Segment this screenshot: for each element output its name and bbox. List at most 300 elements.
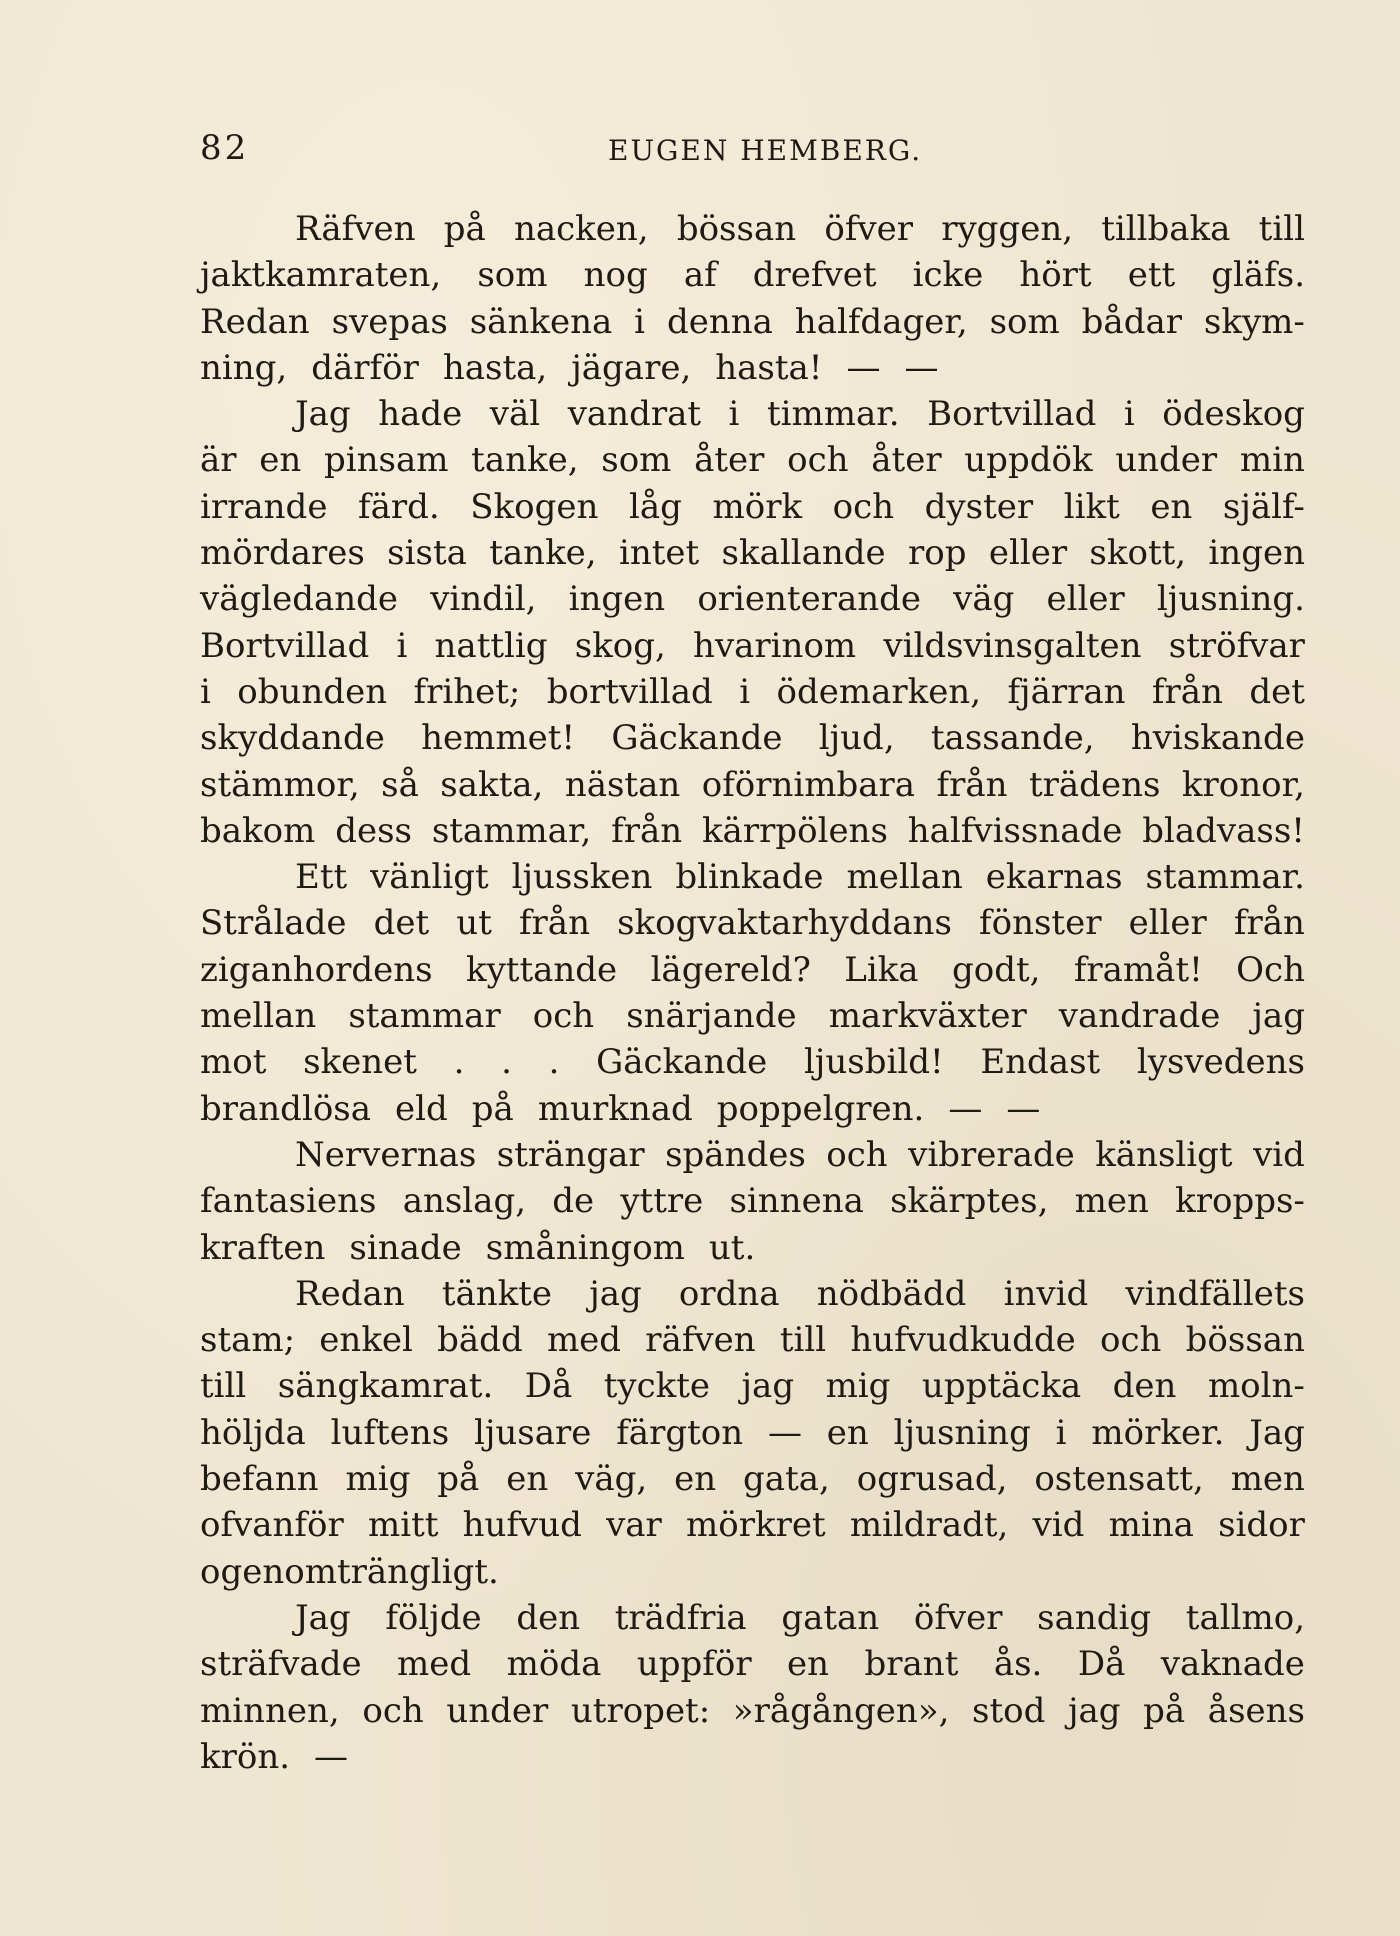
word: skyddande [200, 718, 385, 759]
word: en [506, 1459, 549, 1500]
word: utropet: [570, 1690, 711, 1731]
word: irrande [200, 486, 328, 527]
word: skärptes, [890, 1181, 1049, 1222]
word: stammar, [431, 810, 592, 851]
word: gläfs. [1211, 255, 1305, 296]
word: jag [1252, 996, 1305, 1037]
word: pinsam [323, 440, 449, 481]
word: luftens [330, 1412, 450, 1453]
word: ingen [1208, 533, 1305, 574]
word: sakta, [440, 764, 544, 805]
text-line [200, 1039, 1305, 1085]
word: poppelgren. [716, 1088, 925, 1129]
word: Jag [1249, 1412, 1305, 1453]
word: sinnena [729, 1181, 864, 1222]
word: Skogen [470, 486, 599, 527]
text-line [200, 1549, 1305, 1595]
text-line [200, 1271, 1305, 1317]
word: en [787, 1644, 830, 1685]
word: mellan [846, 857, 963, 898]
word: Jag [295, 1597, 351, 1638]
word: räfven [645, 1320, 756, 1361]
word: det [373, 903, 430, 944]
word: i [728, 394, 740, 435]
word: invid [1003, 1273, 1089, 1314]
text-line [200, 391, 1305, 437]
word: ljusbild! [803, 1042, 944, 1083]
word: öfver [824, 209, 913, 249]
word: under [446, 1690, 549, 1731]
word: brandlösa [200, 1088, 372, 1129]
word: som [989, 301, 1060, 342]
text-line [200, 1410, 1305, 1456]
word: nödbädd [816, 1273, 967, 1314]
word: tallmo, [1185, 1597, 1305, 1638]
word: bådar [1081, 301, 1182, 342]
word: höljda [200, 1412, 306, 1453]
word: frihet; [413, 671, 521, 712]
word: nog [583, 255, 648, 296]
word: stammar. [1145, 857, 1305, 898]
text-line [200, 947, 1305, 993]
word: nästan [564, 764, 681, 805]
word: mitt [367, 1505, 439, 1546]
word: snärjande [626, 996, 797, 1037]
word: lägereld? [650, 949, 811, 990]
word: markväxter [828, 996, 1027, 1037]
word: vid [1253, 1134, 1305, 1175]
word: trädfria [614, 1597, 747, 1638]
word: bladvass! [1142, 810, 1305, 851]
word: ströfvar [1168, 625, 1305, 666]
word: på [471, 1088, 514, 1129]
word: jaktkamraten, [200, 255, 442, 296]
word: upptäcka [921, 1366, 1082, 1407]
word: stämmor, [200, 764, 360, 805]
word: småningom [485, 1227, 685, 1268]
word: spändes [665, 1134, 806, 1175]
word: ödeskog [1162, 394, 1305, 435]
word: icke [912, 255, 984, 296]
word: den [516, 1597, 581, 1638]
word: på [437, 1459, 480, 1500]
word: åter [871, 440, 942, 481]
word: åsens [1207, 1690, 1305, 1731]
word: drefvet [752, 255, 877, 296]
word: svepas [331, 301, 448, 342]
word: uppdök [964, 440, 1093, 481]
word: murknad [537, 1088, 693, 1129]
word: med [546, 1320, 622, 1361]
word: känsligt [1095, 1134, 1233, 1175]
word: godt, [951, 949, 1041, 990]
text-line [200, 484, 1305, 530]
word: mig [825, 1366, 891, 1407]
text-line [200, 1132, 1305, 1178]
text-line [200, 576, 1305, 622]
word: ingen [568, 579, 666, 620]
word: stammar [348, 996, 501, 1037]
word: en [674, 1459, 717, 1500]
word: enkel [319, 1320, 413, 1361]
word: uppför [636, 1644, 752, 1685]
word: »rågången», [732, 1690, 950, 1731]
word: och [826, 1134, 888, 1175]
word: hvarinom [693, 625, 857, 666]
text-line [200, 299, 1305, 345]
word: obunden [237, 671, 388, 712]
word: kropps- [1175, 1181, 1305, 1222]
word: öfver [913, 1597, 1003, 1638]
word: vindil, [430, 579, 537, 620]
word: tanke, [471, 440, 579, 481]
word: min [1239, 440, 1305, 481]
word: Gäckande [611, 718, 783, 759]
word: ogrusad, [856, 1459, 1008, 1500]
word: i [1055, 1412, 1067, 1453]
text-line [200, 1456, 1305, 1502]
word: väg, [575, 1459, 648, 1500]
text-line [200, 206, 1305, 252]
word: Och [1236, 949, 1305, 990]
word: möda [506, 1644, 602, 1685]
word: ogenomträngligt. [200, 1551, 499, 1592]
word: — [767, 1412, 802, 1453]
word: skog, [574, 625, 666, 666]
word: skym- [1203, 301, 1305, 342]
word: på [1143, 1690, 1186, 1731]
word: vägledande [200, 579, 399, 620]
word: är [200, 440, 237, 481]
page-header [200, 128, 1305, 172]
text-line [200, 854, 1305, 900]
word: fjärran [1007, 671, 1126, 712]
word: stod [972, 1690, 1046, 1731]
text-line [200, 715, 1305, 761]
word: minnen, [200, 1690, 340, 1731]
word: och [787, 440, 849, 481]
word: eld [395, 1088, 448, 1129]
word: vandrat [567, 394, 702, 435]
word: ziganhordens [200, 949, 433, 990]
word: och [362, 1690, 424, 1731]
word: hufvud [462, 1505, 582, 1546]
word: jag [589, 1273, 642, 1314]
word: vandrade [1058, 996, 1221, 1037]
word: det [1249, 671, 1305, 712]
word: i [634, 301, 646, 342]
word: hasta! [715, 347, 823, 388]
word: därför [311, 347, 419, 388]
word: från [611, 810, 683, 851]
word: sträfvade [200, 1644, 362, 1685]
word: kärrpölens [701, 810, 888, 851]
text-line [200, 993, 1305, 1039]
word: hviskande [1130, 718, 1305, 759]
word: en [826, 1412, 869, 1453]
word: till [200, 1366, 247, 1407]
word: i [739, 671, 751, 712]
text-line [200, 808, 1305, 854]
word: men [1074, 1181, 1149, 1222]
word: halfvissnade [907, 810, 1123, 851]
word: jag [1067, 1690, 1121, 1731]
word: blinkade [675, 857, 824, 898]
word: tänkte [441, 1273, 553, 1314]
word: var [606, 1505, 662, 1546]
word: från [1151, 671, 1223, 712]
word: halfdager, [794, 301, 968, 342]
word: — [904, 347, 939, 388]
word: dess [335, 810, 412, 851]
text-line [200, 1225, 1305, 1271]
word: tanke, [489, 533, 597, 574]
word: — [948, 1088, 983, 1129]
word: den [1112, 1366, 1177, 1407]
word: ljusning. [1156, 579, 1305, 620]
text-line [200, 1688, 1305, 1734]
word: . [501, 1042, 512, 1083]
text-line [200, 252, 1305, 298]
word: skott, [1089, 533, 1187, 574]
text-line [200, 530, 1305, 576]
word: ofvanför [200, 1505, 344, 1546]
word: stam; [200, 1320, 296, 1361]
word: ostensatt, [1034, 1459, 1204, 1500]
word: ljussken [511, 857, 653, 898]
word: tillbaka [1101, 209, 1231, 249]
word: själf- [1222, 486, 1305, 527]
word: kraften [200, 1227, 326, 1268]
word: sidor [1218, 1505, 1305, 1546]
word: tyckte [603, 1366, 711, 1407]
word: och [1100, 1320, 1162, 1361]
word: jägare, [571, 347, 692, 388]
word: i [200, 671, 211, 712]
word: kronor, [1181, 764, 1305, 805]
word: Redan [200, 301, 310, 342]
word: från [518, 903, 590, 944]
word: låg [629, 486, 682, 527]
word: kyttande [465, 949, 618, 990]
word: fantasiens [200, 1181, 377, 1222]
word: skallande [721, 533, 886, 574]
text-line [200, 345, 1305, 391]
word: skenet [303, 1042, 417, 1083]
word: väg [953, 579, 1015, 620]
text-line [200, 1734, 1305, 1780]
word: krön. [200, 1736, 291, 1777]
word: ut [456, 903, 492, 944]
word: hufvudkudde [850, 1320, 1076, 1361]
word: mördares [200, 533, 365, 574]
word: ljusning [893, 1412, 1031, 1453]
word: vaknade [1160, 1644, 1305, 1685]
word: skogvaktarhyddans [617, 903, 952, 944]
word: mörker. [1091, 1412, 1225, 1453]
word: timmar. [766, 394, 900, 435]
word: — [1006, 1088, 1041, 1129]
word: Gäckande [596, 1042, 768, 1083]
word: till [779, 1320, 827, 1361]
word: fönster [979, 903, 1102, 944]
word: bortvillad [546, 671, 713, 712]
word: . [548, 1042, 560, 1083]
word: orienterande [697, 579, 922, 620]
word: Jag [295, 394, 351, 435]
word: hade [378, 394, 463, 435]
word: bakom [200, 810, 316, 851]
word: intet [618, 533, 700, 574]
word: ekarnas [985, 857, 1123, 898]
word: sandig [1037, 1597, 1152, 1638]
word: befann [200, 1459, 319, 1500]
word: framåt! [1073, 949, 1203, 990]
word: Nervernas [295, 1134, 477, 1175]
word: sista [387, 533, 467, 574]
word: rop [907, 533, 967, 574]
word: från [1233, 903, 1305, 944]
word: mörkret [686, 1505, 826, 1546]
word: ås. [993, 1644, 1043, 1685]
word: ett [1127, 255, 1176, 296]
word: mot [200, 1042, 267, 1083]
word: ut. [708, 1227, 756, 1268]
word: . [453, 1042, 465, 1083]
page-number: 82 [200, 128, 250, 168]
word: och [532, 996, 595, 1037]
word: sänkena [469, 301, 613, 342]
text-line [200, 1502, 1305, 1548]
word: följde [385, 1597, 482, 1638]
text-line [200, 1086, 1305, 1132]
text-line [200, 1178, 1305, 1224]
word: vänligt [370, 857, 489, 898]
word: vid [1032, 1505, 1085, 1546]
word: hasta, [442, 347, 548, 388]
word: färd. [358, 486, 440, 527]
word: Strålade [200, 903, 347, 944]
word: Endast [980, 1042, 1101, 1083]
word: Redan [295, 1273, 405, 1314]
word: dyster [924, 486, 1034, 527]
word: Bortvillad [200, 625, 370, 666]
word: från [936, 764, 1008, 805]
word: nacken, [513, 209, 649, 249]
word: nattlig [434, 625, 548, 666]
word: bössan [676, 209, 797, 249]
word: men [1230, 1459, 1305, 1500]
word: — [846, 347, 881, 388]
word: mildradt, [849, 1505, 1009, 1546]
word: af [683, 255, 717, 296]
word: de [552, 1181, 595, 1222]
word: bössan [1185, 1320, 1305, 1361]
word: gata, [743, 1459, 830, 1500]
word: som [477, 255, 548, 296]
text-line [200, 762, 1305, 808]
word: ning, [200, 347, 288, 388]
word: moln- [1207, 1366, 1305, 1407]
word: ordna [678, 1273, 780, 1314]
word: ljusare [473, 1412, 592, 1453]
word: med [397, 1644, 472, 1685]
word: yttre [620, 1181, 704, 1222]
word: eller [1128, 903, 1207, 944]
running-head: EUGEN HEMBERG. [608, 134, 923, 167]
word: och [832, 486, 895, 527]
word: i [396, 625, 408, 666]
word: mina [1108, 1505, 1194, 1546]
word: till [1258, 209, 1305, 249]
word: ljud, [818, 718, 895, 759]
word: sinade [349, 1227, 462, 1268]
word: ödemarken, [776, 671, 982, 712]
word: i [1123, 394, 1135, 435]
word: lysvedens [1136, 1042, 1305, 1083]
word: så [381, 764, 419, 805]
word: jag [741, 1366, 795, 1407]
word: som [601, 440, 672, 481]
word: eller [988, 533, 1068, 574]
word: vindfällets [1125, 1273, 1305, 1314]
word: ryggen, [941, 209, 1074, 249]
word: mellan [200, 996, 317, 1037]
word: Ett [295, 857, 348, 898]
word: Då [524, 1366, 573, 1407]
word: en [1150, 486, 1193, 527]
text-line [200, 1595, 1305, 1641]
word: på [443, 209, 486, 249]
word: hemmet! [421, 718, 576, 759]
body-text [200, 206, 1305, 1780]
text-line [200, 623, 1305, 669]
word: likt [1063, 486, 1120, 527]
word: färgton [616, 1412, 744, 1453]
word: eller [1046, 579, 1125, 620]
word: sängkamrat. [277, 1366, 494, 1407]
word: vildsvinsgalten [883, 625, 1142, 666]
text-line [200, 669, 1305, 715]
word: en [259, 440, 302, 481]
word: hört [1019, 255, 1092, 296]
word: under [1115, 440, 1218, 481]
text-line [200, 1641, 1305, 1687]
word: vibrerade [908, 1134, 1075, 1175]
word: gatan [781, 1597, 880, 1638]
word: strängar [496, 1134, 645, 1175]
word: tassande, [930, 718, 1095, 759]
word: anslag, [402, 1181, 527, 1222]
text-line [200, 1317, 1305, 1363]
text-line [200, 900, 1305, 946]
word: denna [666, 301, 773, 342]
word: väl [489, 394, 541, 435]
word: Då [1077, 1644, 1126, 1685]
word: mig [345, 1459, 411, 1500]
word: Bortvillad [927, 394, 1097, 435]
word: — [314, 1736, 349, 1777]
word: åter [694, 440, 765, 481]
word: Räfven [295, 209, 416, 249]
word: brant [864, 1644, 959, 1685]
word: bädd [437, 1320, 523, 1361]
text-line [200, 1363, 1305, 1409]
word: trädens [1029, 764, 1161, 805]
word: mörk [712, 486, 803, 527]
text-line [200, 437, 1305, 483]
word: oförnimbara [701, 764, 916, 805]
